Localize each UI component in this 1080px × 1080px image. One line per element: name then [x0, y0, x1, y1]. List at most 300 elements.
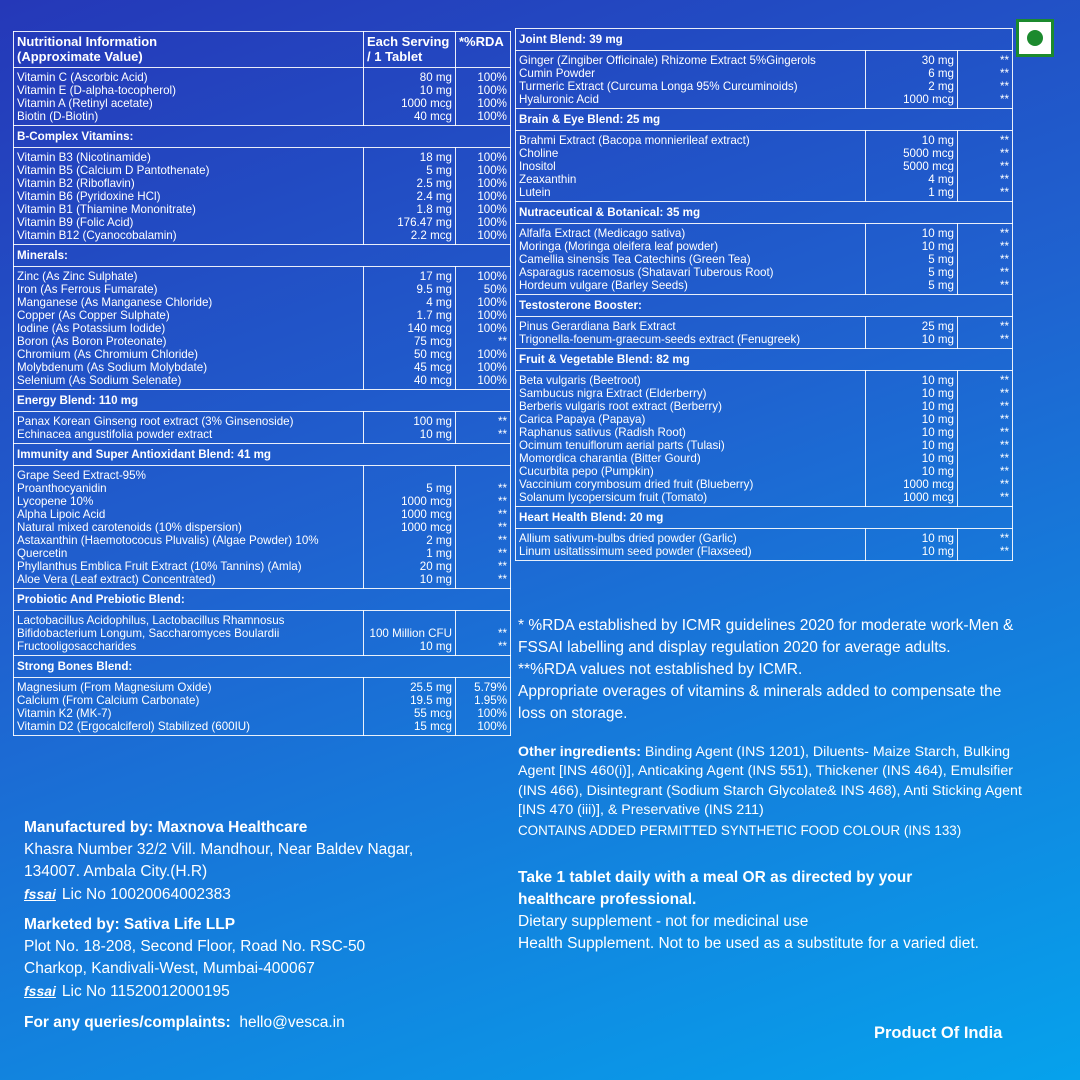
ingredient-column [516, 529, 866, 561]
rda-value: ** [999, 333, 1009, 346]
rda-value: 100% [477, 707, 507, 720]
ingredient-name: Vitamin A (Retinyl acetate) [17, 97, 153, 110]
serving-column [364, 466, 456, 589]
section-body [14, 267, 511, 390]
ingredient-name: Boron (As Boron Proteonate) [17, 335, 167, 348]
dietary-line: Dietary supplement - not for medicinal use [518, 913, 809, 930]
ingredient-name: Asparagus racemosus (Shatavari Tuberous Root) [519, 266, 774, 279]
serving-column [364, 678, 456, 736]
rda-value: ** [999, 227, 1009, 240]
section-body [516, 371, 1013, 507]
serving-amount [367, 469, 452, 482]
serving-amount: 10 mg [419, 428, 452, 441]
ingredient-column [14, 148, 364, 245]
ingredient-name: Inositol [519, 160, 556, 173]
ingredient-name: Grape Seed Extract-95% [17, 469, 146, 482]
ingredient-name: Molybdenum (As Sodium Molybdate) [17, 361, 208, 374]
rda-value: ** [999, 93, 1009, 106]
rda-value: 1.95% [474, 694, 507, 707]
rda-value: 100% [477, 151, 507, 164]
rda-value: ** [497, 482, 507, 495]
section-title: Strong Bones Blend: [14, 656, 511, 678]
colour-note: CONTAINS ADDED PERMITTED SYNTHETIC FOOD COLOUR (INS 133) [518, 822, 962, 838]
rda-value: ** [999, 465, 1009, 478]
manufacturer-label: Manufactured by: Maxnova Healthcare [24, 819, 308, 836]
ingredient-column [516, 224, 866, 295]
rda-value: 100% [477, 177, 507, 190]
rda-value: ** [497, 627, 507, 640]
ingredient-name: Beta vulgaris (Beetroot) [519, 374, 641, 387]
ingredient-name: Natural mixed carotenoids (10% dispersion) [17, 521, 242, 534]
serving-amount: 10 mg [419, 573, 452, 586]
serving-amount: 18 mg [419, 151, 452, 164]
rda-value: 100% [477, 110, 507, 123]
serving-amount: 80 mg [419, 71, 452, 84]
ingredient-name: Momordica charantia (Bitter Gourd) [519, 452, 701, 465]
section-title-brain-eye-blend-25-mg [516, 109, 1013, 131]
ingredient-column [516, 317, 866, 349]
rda-value: ** [999, 387, 1009, 400]
ingredient-column [14, 678, 364, 736]
serving-amount: 50 mcg [413, 348, 452, 361]
rda-value: ** [999, 266, 1009, 279]
serving-amount: 1000 mcg [903, 93, 954, 106]
ingredient-name: Vitamin B6 (Pyridoxine HCl) [17, 190, 161, 203]
directions: Take 1 tablet daily with a meal OR as directed by your healthcare professional. [518, 869, 913, 908]
rda-column [456, 148, 511, 245]
serving-amount: 5 mg [928, 279, 954, 292]
ingredient-name: Choline [519, 147, 559, 160]
section-title: Probiotic And Prebiotic Blend: [14, 589, 511, 611]
section-title: Fruit & Vegetable Blend: 82 mg [516, 349, 1013, 371]
serving-amount: 4 mg [928, 173, 954, 186]
origin-label: Product Of India [874, 1024, 1003, 1042]
serving-column [866, 317, 958, 349]
serving-amount: 1000 mcg [401, 495, 452, 508]
ingredient-name: Pinus Gerardiana Bark Extract [519, 320, 676, 333]
ingredient-column [516, 131, 866, 202]
section-title: Heart Health Blend: 20 mg [516, 507, 1013, 529]
support-email-link[interactable]: hello@vesca.in [239, 1014, 345, 1031]
marketer-license: fssai Lic No 11520012000195 [24, 983, 230, 1000]
serving-amount [367, 614, 452, 627]
serving-amount: 9.5 mg [416, 283, 452, 296]
header-serving [364, 32, 456, 68]
serving-amount: 176.47 mg [397, 216, 452, 229]
ingredient-name: Solanum lycopersicum fruit (Tomato) [519, 491, 708, 504]
ingredient-name: Alpha Lipoic Acid [17, 508, 106, 521]
serving-column [866, 51, 958, 109]
rda-value [459, 614, 507, 627]
ingredient-name: Vitamin B12 (Cyanocobalamin) [17, 229, 177, 242]
serving-amount: 2 mg [928, 80, 954, 93]
rda-column [456, 267, 511, 390]
rda-value: ** [497, 534, 507, 547]
ingredient-name: Manganese (As Manganese Chloride) [17, 296, 213, 309]
ingredient-name: Vitamin C (Ascorbic Acid) [17, 71, 148, 84]
ingredient-name: Vaccinium corymbosum dried fruit (Blueberry) [519, 478, 754, 491]
serving-amount: 10 mg [921, 240, 954, 253]
section-title-immunity-and-super-antioxidant-blend-41-mg [14, 444, 511, 466]
rda-value: 100% [477, 71, 507, 84]
rda-value: 100% [477, 229, 507, 242]
manufacturer-block [24, 817, 419, 906]
ingredient-name: Phyllanthus Emblica Fruit Extract (10% Tannins) (Amla) [17, 560, 302, 573]
serving-column [364, 267, 456, 390]
rda-value: 100% [477, 270, 507, 283]
rda-value: ** [999, 413, 1009, 426]
serving-column [866, 224, 958, 295]
fssai-logo: fssai [24, 886, 56, 902]
serving-amount: 1000 mcg [903, 478, 954, 491]
section-title-b-complex-vitamins [14, 126, 511, 148]
serving-amount: 5 mg [426, 482, 452, 495]
rda-column [958, 371, 1013, 507]
serving-amount: 1 mg [426, 547, 452, 560]
rda-value: ** [999, 426, 1009, 439]
rda-value: ** [999, 80, 1009, 93]
serving-amount: 20 mg [419, 560, 452, 573]
serving-column [364, 412, 456, 444]
rda-value: 100% [477, 720, 507, 733]
section-body [14, 68, 511, 126]
serving-amount: 1000 mcg [401, 508, 452, 521]
other-ingredients-text: Binding Agent (INS 1201), Diluents- Maize Starch, Bulking Agent [INS 460(i)], Anticaking Agent (INS 551), Thickener (INS 464), Emulsifier (INS 466), Disintegrant (Sodium Starch Glycolate& INS 468), Anti Sticking Agent [INS 470 (iii)], & Preservative (INS 211) [518, 744, 1022, 819]
rda-value: ** [497, 415, 507, 428]
ingredient-name: Astaxanthin (Haemotococus Pluvalis) (Algae Powder) 10% [17, 534, 319, 547]
rda-value: ** [497, 521, 507, 534]
rda-column [958, 51, 1013, 109]
serving-amount: 1000 mcg [401, 97, 452, 110]
serving-amount: 30 mg [921, 54, 954, 67]
rda-value: ** [999, 439, 1009, 452]
serving-amount: 10 mg [921, 134, 954, 147]
table-header [14, 32, 511, 68]
serving-amount: 10 mg [921, 227, 954, 240]
ingredient-name: Biotin (D-Biotin) [17, 110, 99, 123]
serving-amount: 2.2 mcg [410, 229, 452, 242]
serving-amount: 2.5 mg [416, 177, 452, 190]
rda-value: ** [999, 452, 1009, 465]
ingredient-name: Vitamin B5 (Calcium D Pantothenate) [17, 164, 210, 177]
ingredient-name: Vitamin B3 (Nicotinamide) [17, 151, 151, 164]
ingredient-column [14, 611, 364, 656]
ingredient-name: Fructooligosaccharides [17, 640, 137, 653]
serving-amount: 25.5 mg [410, 681, 452, 694]
serving-amount: 5 mg [928, 253, 954, 266]
other-ingredients-label: Other ingredients: [518, 744, 641, 760]
ingredient-name: Magnesium (From Magnesium Oxide) [17, 681, 212, 694]
section-title: Testosterone Booster: [516, 295, 1013, 317]
ingredient-name: Berberis vulgaris root extract (Berberry) [519, 400, 722, 413]
serving-amount: 10 mg [921, 532, 954, 545]
serving-amount: 17 mg [419, 270, 452, 283]
section-title-fruit-vegetable-blend-82-mg [516, 349, 1013, 371]
section-title: Minerals: [14, 245, 511, 267]
veg-symbol-icon [1016, 19, 1054, 57]
section-body [516, 51, 1013, 109]
rda-column [456, 611, 511, 656]
serving-amount: 1.7 mg [416, 309, 452, 322]
serving-amount: 75 mcg [413, 335, 452, 348]
ingredient-name: Turmeric Extract (Curcuma Longa 95% Curcuminoids) [519, 80, 798, 93]
ingredient-name: Trigonella-foenum-graecum-seeds extract (Fenugreek) [519, 333, 801, 346]
section-body [14, 148, 511, 245]
ingredient-column [14, 466, 364, 589]
ingredient-name: Ginger (Zingiber Officinale) Rhizome Extract 5%Gingerols [519, 54, 816, 67]
ingredient-column [14, 412, 364, 444]
serving-amount: 5 mg [928, 266, 954, 279]
header-name [14, 32, 364, 68]
serving-amount: 10 mg [921, 452, 954, 465]
ingredient-name: Copper (As Copper Sulphate) [17, 309, 170, 322]
rda-value: ** [497, 573, 507, 586]
ingredient-name: Lutein [519, 186, 551, 199]
ingredient-name: Panax Korean Ginseng root extract (3% Ginsenoside) [17, 415, 294, 428]
query-label: For any queries/complaints: [24, 1014, 231, 1031]
header-rda [456, 32, 511, 68]
rda-value: ** [497, 335, 507, 348]
ingredient-name: Bifidobacterium Longum, Saccharomyces Boulardii [17, 627, 280, 640]
section-title-joint-blend-39-mg [516, 29, 1013, 51]
rda-column [456, 68, 511, 126]
ingredient-name: Echinacea angustifolia powder extract [17, 428, 213, 441]
rda-value: ** [999, 67, 1009, 80]
ingredient-column [516, 371, 866, 507]
serving-amount: 10 mg [921, 413, 954, 426]
rda-value: ** [497, 508, 507, 521]
ingredient-name: Chromium (As Chromium Chloride) [17, 348, 199, 361]
rda-value: ** [999, 400, 1009, 413]
section-body [14, 412, 511, 444]
serving-amount: 40 mcg [413, 374, 452, 387]
serving-column [866, 529, 958, 561]
ingredient-name: Cucurbita pepo (Pumpkin) [519, 465, 654, 478]
serving-amount: 1 mg [928, 186, 954, 199]
serving-amount: 15 mcg [413, 720, 452, 733]
ingredient-name: Aloe Vera (Leaf extract) Concentrated) [17, 573, 216, 586]
rda-value: 100% [477, 309, 507, 322]
manufacturer-license: fssai Lic No 10020064002383 [24, 886, 231, 903]
ingredient-name: Vitamin B1 (Thiamine Mononitrate) [17, 203, 196, 216]
rda-value: ** [999, 54, 1009, 67]
other-ingredients [518, 743, 1023, 840]
serving-amount: 10 mg [921, 333, 954, 346]
header-rda-text: *%RDA [459, 34, 504, 49]
ingredient-name: Iodine (As Potassium Iodide) [17, 322, 166, 335]
serving-amount: 10 mg [921, 545, 954, 558]
manufacturer-address: Khasra Number 32/2 Vill. Mandhour, Near Baldev Nagar, 134007. Ambala City.(H.R) [24, 841, 414, 880]
section-title: Nutraceutical & Botanical: 35 mg [516, 202, 1013, 224]
serving-amount: 40 mcg [413, 110, 452, 123]
ingredient-name: Calcium (From Calcium Carbonate) [17, 694, 200, 707]
serving-amount: 10 mg [921, 465, 954, 478]
health-line: Health Supplement. Not to be used as a substitute for a varied diet. [518, 935, 979, 952]
rda-value: ** [999, 240, 1009, 253]
serving-amount: 1000 mcg [903, 491, 954, 504]
ingredient-name: Hyaluronic Acid [519, 93, 599, 106]
rda-column [456, 466, 511, 589]
rda-value: ** [999, 320, 1009, 333]
serving-amount: 5 mg [426, 164, 452, 177]
serving-amount: 10 mg [921, 387, 954, 400]
ingredient-name: Zeaxanthin [519, 173, 577, 186]
rda-value: 100% [477, 322, 507, 335]
section-body [14, 466, 511, 589]
serving-amount: 55 mcg [413, 707, 452, 720]
section-title: Joint Blend: 39 mg [516, 29, 1013, 51]
section-title-heart-health-blend-20-mg [516, 507, 1013, 529]
ingredient-column [516, 51, 866, 109]
rda-not-established: **%RDA values not established by ICMR. [518, 661, 803, 678]
rda-value: 100% [477, 203, 507, 216]
header-serving-text: Each Serving / 1 Tablet [367, 34, 450, 64]
rda-value: 100% [477, 216, 507, 229]
ingredient-name: Hordeum vulgare (Barley Seeds) [519, 279, 688, 292]
blend-table [515, 28, 1013, 561]
ingredient-name: Moringa (Moringa oleifera leaf powder) [519, 240, 719, 253]
fssai-logo: fssai [24, 983, 56, 999]
rda-column [958, 224, 1013, 295]
rda-value: ** [999, 478, 1009, 491]
ingredient-name: Sambucus nigra Extract (Elderberry) [519, 387, 707, 400]
section-body [516, 131, 1013, 202]
ingredient-name: Quercetin [17, 547, 68, 560]
serving-amount: 2 mg [426, 534, 452, 547]
rda-value: ** [999, 147, 1009, 160]
serving-amount: 1000 mcg [401, 521, 452, 534]
overage-note: Appropriate overages of vitamins & minerals added to compensate the loss on storage. [518, 683, 1002, 722]
marketer-label: Marketed by: Sativa Life LLP [24, 916, 236, 933]
rda-value: ** [497, 428, 507, 441]
serving-amount: 1.8 mg [416, 203, 452, 216]
ingredient-name: Lactobacillus Acidophilus, Lactobacillus Rhamnosus [17, 614, 285, 627]
ingredient-name: Iron (As Ferrous Fumarate) [17, 283, 158, 296]
ingredient-name: Camellia sinensis Tea Catechins (Green Tea) [519, 253, 751, 266]
serving-amount: 10 mg [419, 84, 452, 97]
ingredient-name: Vitamin B2 (Riboflavin) [17, 177, 135, 190]
ingredient-column [14, 267, 364, 390]
serving-amount: 10 mg [419, 640, 452, 653]
rda-value: ** [999, 173, 1009, 186]
rda-value: ** [497, 640, 507, 653]
section-title-nutraceutical-botanical-35-mg [516, 202, 1013, 224]
section-body [516, 317, 1013, 349]
rda-value: ** [999, 134, 1009, 147]
serving-amount: 100 mg [413, 415, 452, 428]
section-title: Brain & Eye Blend: 25 mg [516, 109, 1013, 131]
rda-value: 100% [477, 296, 507, 309]
ingredient-name: Linum usitatissimum seed powder (Flaxseed) [519, 545, 752, 558]
ingredient-column [14, 68, 364, 126]
rda-value: ** [999, 160, 1009, 173]
ingredient-name: Vitamin B9 (Folic Acid) [17, 216, 134, 229]
ingredient-name: Vitamin K2 (MK-7) [17, 707, 112, 720]
serving-amount: 45 mcg [413, 361, 452, 374]
section-title-strong-bones-blend [14, 656, 511, 678]
usage-block [518, 867, 988, 955]
rda-value: 100% [477, 361, 507, 374]
rda-value: ** [497, 560, 507, 573]
rda-value: ** [999, 532, 1009, 545]
section-title: Energy Blend: 110 mg [14, 390, 511, 412]
rda-column [958, 529, 1013, 561]
section-body [516, 529, 1013, 561]
serving-amount: 6 mg [928, 67, 954, 80]
rda-value: ** [497, 547, 507, 560]
ingredient-name: Vitamin E (D-alpha-tocopherol) [17, 84, 176, 97]
ingredient-name: Selenium (As Sodium Selenate) [17, 374, 182, 387]
ingredient-name: Zinc (As Zinc Sulphate) [17, 270, 138, 283]
serving-column [866, 131, 958, 202]
rda-column [958, 131, 1013, 202]
section-title: B-Complex Vitamins: [14, 126, 511, 148]
rda-value: ** [999, 374, 1009, 387]
section-title-probiotic-and-prebiotic-blend [14, 589, 511, 611]
rda-value: 100% [477, 97, 507, 110]
serving-amount: 2.4 mg [416, 190, 452, 203]
rda-value: 100% [477, 164, 507, 177]
ingredient-name: Alfalfa Extract (Medicago sativa) [519, 227, 686, 240]
serving-amount: 10 mg [921, 439, 954, 452]
ingredient-name: Ocimum tenuiflorum aerial parts (Tulasi) [519, 439, 725, 452]
serving-amount: 10 mg [921, 374, 954, 387]
rda-value: ** [999, 253, 1009, 266]
rda-column [456, 412, 511, 444]
serving-amount: 25 mg [921, 320, 954, 333]
serving-amount: 4 mg [426, 296, 452, 309]
serving-amount: 100 Million CFU [369, 627, 452, 640]
ingredient-name: Lycopene 10% [17, 495, 94, 508]
serving-amount: 10 mg [921, 426, 954, 439]
serving-amount: 5000 mcg [903, 147, 954, 160]
serving-amount: 10 mg [921, 400, 954, 413]
ingredient-name: Vitamin D2 (Ergocalciferol) Stabilized (600IU) [17, 720, 251, 733]
section-title-minerals [14, 245, 511, 267]
rda-value: 100% [477, 84, 507, 97]
rda-value: 5.79% [474, 681, 507, 694]
marketer-address-2: Charkop, Kandivali-West, Mumbai-400067 [24, 960, 315, 977]
section-body [14, 678, 511, 736]
rda-value: ** [497, 495, 507, 508]
nutrition-table [13, 31, 511, 736]
serving-column [866, 371, 958, 507]
rda-column [958, 317, 1013, 349]
ingredient-name: Cumin Powder [519, 67, 596, 80]
rda-value: 100% [477, 190, 507, 203]
section-title-energy-blend-110-mg [14, 390, 511, 412]
rda-value: ** [999, 186, 1009, 199]
serving-amount: 5000 mcg [903, 160, 954, 173]
rda-column [456, 678, 511, 736]
serving-amount: 140 mcg [407, 322, 452, 335]
rda-value: 100% [477, 374, 507, 387]
ingredient-name: Raphanus sativus (Radish Root) [519, 426, 686, 439]
serving-column [364, 68, 456, 126]
query-line [24, 1012, 444, 1034]
header-name-text: Nutritional Information (Approximate Value) [17, 34, 158, 64]
serving-column [364, 148, 456, 245]
rda-value: ** [999, 491, 1009, 504]
marketer-block [24, 914, 419, 1003]
rda-value: 50% [483, 283, 507, 296]
rda-value: ** [999, 545, 1009, 558]
marketer-address-1: Plot No. 18-208, Second Floor, Road No. RSC-50 [24, 938, 366, 955]
section-body [14, 611, 511, 656]
rda-value [459, 469, 507, 482]
ingredient-name: Proanthocyanidin [17, 482, 107, 495]
rda-note: * %RDA established by ICMR guidelines 2020 for moderate work-Men & FSSAI labelling and display regulation 2020 for average adults. [518, 617, 1014, 656]
